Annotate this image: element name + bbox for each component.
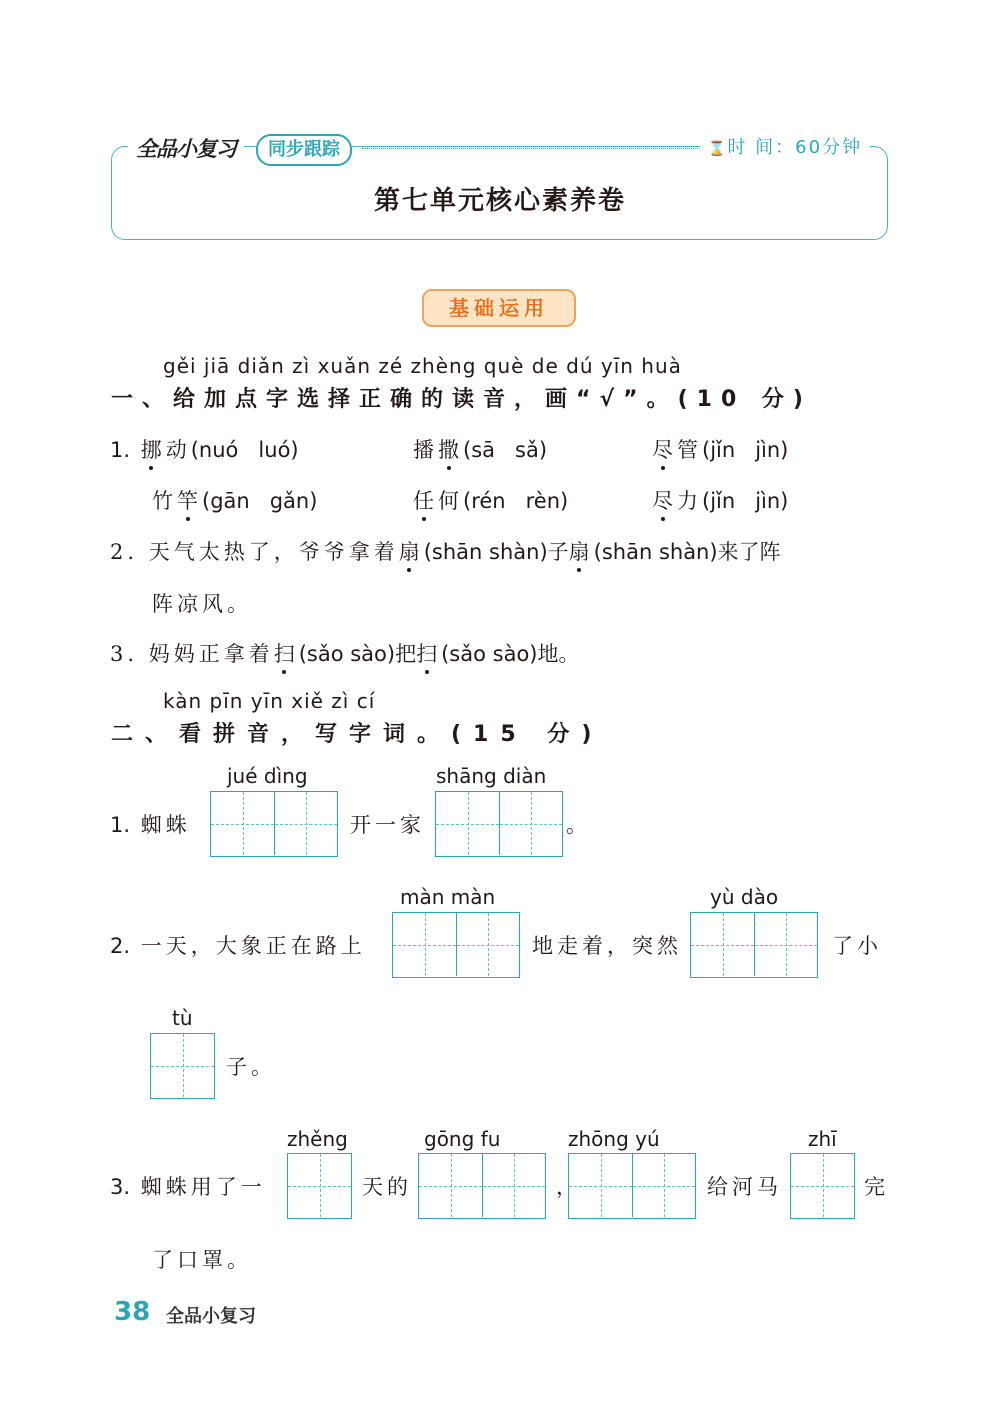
q1-sentence2-cont: 阵凉风。 [152,592,252,616]
hourglass-icon: ⌛ [708,141,728,157]
q1-pinyin: gěi jiā diǎn zì xuǎn zé zhèng què de dú yīn huà [163,354,682,378]
q1-item3: 尽管(jǐn jìn) [652,434,788,464]
q2-l3-text-a: 3. 蜘蛛用了一 [110,1175,266,1199]
q2-l3-pinyin2: gōng fu [424,1127,501,1151]
q2-l3-text-f: 了口罩。 [152,1248,252,1272]
q2-l1-text-b: 开一家 [350,813,425,837]
q2-pinyin: kàn pīn yīn xiě zì cí [163,689,376,713]
q1-item4: 竹竿(gān gǎn) [152,485,317,515]
q1-item6: 尽力(jǐn jìn) [652,485,788,515]
q2-l2-text-b: 地走着，突然 [532,934,682,958]
q2-l2-text-d: 子。 [226,1055,276,1079]
writing-grid-shangdian[interactable] [435,791,563,857]
q2-l2-pinyin3: tù [172,1006,193,1030]
q2-l1-pinyin2: shāng diàn [436,764,547,788]
q2-l2-text-c: 了小 [832,934,882,958]
q2-l1-text-a: 1. 蜘蛛 [110,813,191,837]
brand-logo: 全品小复习 [128,134,244,164]
page-title: 第七单元核心素养卷 [373,186,626,216]
q1-item5: 任何(rén rèn) [413,485,568,515]
sync-tag: 同步跟踪 [256,134,352,166]
writing-grid-zheng[interactable] [287,1153,352,1219]
q2-l3-text-d: 给河马 [707,1175,782,1199]
q1-row1: 1. 挪动(nuó luó) [110,434,299,464]
q2-l1-text-c: 。 [566,813,591,837]
q1-sentence2: 2. 天气太热了，爷爷拿着扇(shān shàn)子扇(shān shàn)来了阵 [110,536,781,566]
q2-l2-pinyin2: yù dào [710,885,779,909]
writing-grid-manman[interactable] [392,912,520,978]
page-number: 38 [114,1297,151,1327]
q2-l2-pinyin1: màn màn [400,885,496,909]
q2-l1-pinyin1: jué dìng [227,764,308,788]
q2-title: 二、看拼音，写字词。(15 分) [111,722,604,747]
writing-grid-yudao[interactable] [690,912,818,978]
q2-l3-text-c: ， [556,1175,581,1199]
section-badge: 基础运用 [422,289,576,327]
writing-grid-zhi[interactable] [790,1153,855,1219]
q1-item2: 播撒(sā sǎ) [413,434,547,464]
q2-l3-text-b: 天的 [362,1175,412,1199]
q2-l2-text-a: 2. 一天，大象正在路上 [110,934,366,958]
writing-grid-zhongyu[interactable] [568,1153,696,1219]
header-dotted-line [362,148,698,149]
q1-sentence3: 3. 妈妈正拿着扫(sǎo sào)把扫(sǎo sào)地。 [110,638,580,668]
q2-l3-text-e: 完 [864,1175,889,1199]
q2-l3-pinyin3: zhōng yú [568,1127,660,1151]
writing-grid-tu[interactable] [150,1033,215,1099]
q1-item1: 挪动(nuó luó) [141,438,299,462]
q2-l3-pinyin4: zhī [808,1127,837,1151]
time-limit: ⌛时 间：60分钟 [700,134,870,162]
writing-grid-gongfu[interactable] [418,1153,546,1219]
footer-brand: 全品小复习 [166,1306,256,1327]
q2-l3-pinyin1: zhěng [287,1127,348,1151]
q1-title: 一、给加点字选择正确的读音，画“√”。(10 分) [111,387,812,412]
writing-grid-jueding[interactable] [210,791,338,857]
